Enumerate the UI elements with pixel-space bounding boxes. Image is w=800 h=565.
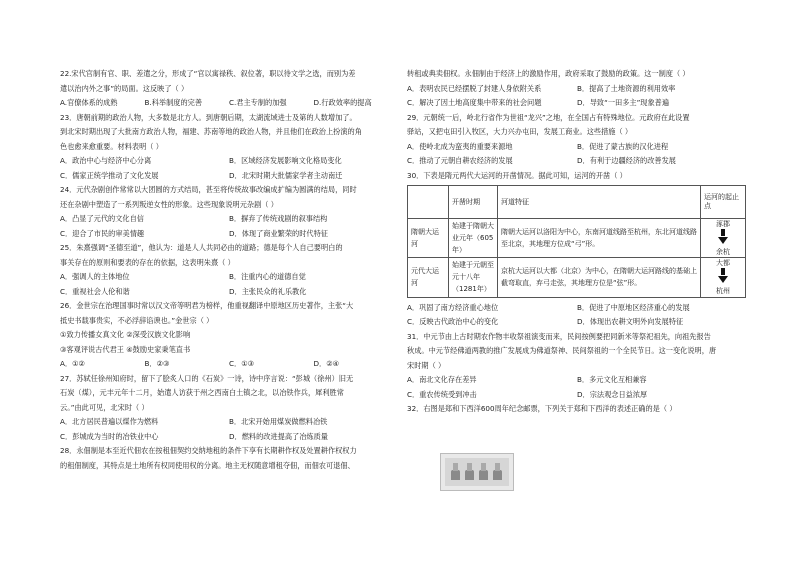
option-d[interactable]: D．②④ <box>313 359 340 368</box>
answer-options <box>407 373 747 388</box>
question-text: 27．苏轼任徐州知府时，留下了脍炙人口的《石炭》一诗，诗中序言说：“彭城（徐州）旧无 <box>60 373 354 383</box>
question-28 <box>60 444 398 473</box>
question-text: 25．朱熹强调“圣德至道”，他认为：道是人人共同必由的道路；德是每个人自己要明白的 <box>60 243 343 252</box>
option-d[interactable]: D.行政效率的提高 <box>313 98 372 107</box>
option-a[interactable]: A．使岭北成为蛮夷的重要来源地 <box>407 141 513 151</box>
question-text: 宋时期（ ） <box>407 360 446 370</box>
question-25 <box>60 241 398 299</box>
question-text: 还在杂剧中塑造了一系列叛逆女性的形象。这些现象说明元杂剧（ ） <box>60 199 278 209</box>
question-text: 29．元朝统一后，岭北行省作为世祖“龙兴”之地，在全国占有特殊地位。元政府在此设置 <box>407 112 690 122</box>
option-a[interactable]: A．巩固了南方经济重心地位 <box>407 302 499 312</box>
option-d[interactable]: D．导致“一田多主”现象普遍 <box>577 98 670 107</box>
option-b[interactable]: B．促进了蒙古族的汉化进程 <box>577 141 669 151</box>
answer-options <box>407 154 747 169</box>
option-b[interactable]: B.科举制度的完善 <box>144 98 203 107</box>
option-c[interactable]: C．重视社会人伦和谐 <box>60 286 130 296</box>
table-header <box>408 186 449 219</box>
answer-options <box>60 430 398 445</box>
option-c[interactable]: C．解决了因土地高度集中带来的社会问题 <box>407 98 542 107</box>
question-24 <box>60 183 398 241</box>
question-text: 22.宋代官制有官、职、差遣之分，形成了“官以寓禄秩、叙位著，职以待文学之选，而别为差 <box>60 69 356 78</box>
option-c[interactable]: C．儒家正统学推动了文化发展 <box>60 170 159 180</box>
table-header-row <box>408 186 746 219</box>
question-text: 32．右图是郑和下西洋600周年纪念邮票，下列关于郑和下西洋的表述正确的是（ ） <box>407 404 677 413</box>
option-a[interactable]: A．南北文化存在差异 <box>407 375 477 384</box>
answer-options <box>407 140 747 155</box>
option-a[interactable]: A．强调人的主体地位 <box>60 272 130 281</box>
answer-options <box>60 270 398 285</box>
table-header: 河道特征 <box>498 186 701 219</box>
answer-options <box>407 301 747 316</box>
question-text: 事关存在的原则和要表的存在的依据，这表明朱熹（ ） <box>60 257 235 267</box>
answer-options <box>60 169 398 184</box>
question-32 <box>407 402 747 417</box>
option-b[interactable]: B．②③ <box>144 359 170 368</box>
start-point: 涿郡 <box>716 220 730 228</box>
option-c[interactable]: C．①③ <box>229 359 255 368</box>
question-text: 驿站，又把屯田引入牧区，大力兴办屯田，发展工商业。这些措施（ ） <box>407 127 633 136</box>
table-row <box>408 258 746 297</box>
question-text: 石炭（煤），元丰元年十二月，始遣人访获于州之西南白土镇之北，以冶铁作兵，犀利胜常 <box>60 388 344 397</box>
answer-options <box>60 96 398 111</box>
left-column <box>60 67 398 473</box>
answer-options <box>407 96 747 111</box>
answer-options <box>407 315 747 330</box>
option-d[interactable]: D．体现出农耕文明外向发展特征 <box>577 317 684 326</box>
zheng-he-stamp-image <box>440 453 514 491</box>
option-c[interactable]: C．重农传统受到冲击 <box>407 389 477 399</box>
option-c[interactable]: C．反映古代政治中心的变化 <box>407 317 499 326</box>
option-a[interactable]: A．表明农民已经摆脱了封建人身依附关系 <box>407 83 542 93</box>
question-text: ③客观评说古代君王 ④鼓励史家秉笔直书 <box>60 344 191 354</box>
option-b[interactable]: B．区域经济发展影响文化格局变化 <box>229 156 342 165</box>
option-d[interactable]: D．主张民众的礼乐教化 <box>229 286 307 296</box>
answer-options <box>60 285 398 300</box>
canal-period: 始建于元朝至元十八年（1281年） <box>449 258 498 297</box>
question-text: 色也愈来愈重要。材料表明（ ） <box>60 141 163 151</box>
canal-table <box>407 185 746 298</box>
end-point: 杭州 <box>716 286 730 295</box>
answer-options <box>60 415 398 430</box>
canal-name: 隋朝大运河 <box>408 219 449 258</box>
option-b[interactable]: B．促进了中原地区经济重心的发展 <box>577 302 690 312</box>
question-text: 遣以治内外之事”的局面。这反映了（ ） <box>60 83 189 93</box>
answer-options <box>60 212 398 227</box>
canal-feature: 隋朝大运河以洛阳为中心，东南河道线路至杭州，东北河道线路至北京，其地理方位成“弓”形。 <box>498 219 701 258</box>
canal-period: 始建于隋朝大业元年（605年） <box>449 219 498 258</box>
question-text: 转租或典卖佃权。永佃制由于经济上的激励作用，政府采取了鼓励的政策。这一制度（ ） <box>407 69 690 78</box>
answer-options <box>407 388 747 403</box>
question-text: 28．永佃制是本至近代佃农在按租佃契约交纳地租的条件下享有长期耕作权及处置耕作权权力 <box>60 446 357 455</box>
table-header: 运河的起止点 <box>701 186 746 219</box>
option-b[interactable]: B．多元文化互相兼容 <box>577 375 647 384</box>
question-22 <box>60 67 398 111</box>
question-text: ①致力传播女真文化 ②深受汉族文化影响 <box>60 330 191 339</box>
option-c[interactable]: C．迎合了市民的审美情趣 <box>60 228 145 238</box>
option-d[interactable]: D．体现了商业繁荣的时代特征 <box>229 228 328 238</box>
option-c[interactable]: C.君主专制的加强 <box>229 98 287 107</box>
question-text: 30．下表是隋元两代大运河的开凿情况。据此可知，运河的开凿（ ） <box>407 170 627 180</box>
question-text: 云。”由此可见，北宋时（ ） <box>60 402 149 412</box>
answer-options <box>60 227 398 242</box>
question-text: 秋成。中元节经佛道两教的推广发展成为佛道祭神、民间祭祖的一个全民节日。这一变化说明，唐 <box>407 346 717 355</box>
question-26 <box>60 299 398 372</box>
option-a[interactable]: A．北方居民普遍以煤作为燃料 <box>60 417 159 426</box>
option-b[interactable]: B．北宋开始用煤炭做燃料冶铁 <box>229 417 328 426</box>
table-row <box>408 219 746 258</box>
question-text: 的租佃制度，其特点是土地所有权同使用权的分离。地主无权随意增租夺佃，而佃农可退佃、 <box>60 460 355 470</box>
question-text: 26．金世宗在治理国事时常以汉文帝等明君为榜样，他重视翻译中原地区历史著作，主张“大 <box>60 301 354 310</box>
option-c[interactable]: C．彭城成为当时的冶铁业中心 <box>60 431 159 441</box>
option-d[interactable]: D．有利于边疆经济的改善发展 <box>577 156 676 165</box>
answer-options <box>60 154 398 169</box>
right-column <box>407 67 747 417</box>
down-arrow-icon <box>704 268 742 287</box>
question-31 <box>407 330 747 403</box>
down-arrow-icon <box>704 229 742 248</box>
option-a[interactable]: A．①② <box>60 359 85 368</box>
question-29 <box>407 111 747 169</box>
question-text: 24．元代杂剧创作常常以大团圆的方式结局，甚至将传统故事改编成扩编为圆满的结局，同时 <box>60 185 357 194</box>
end-point: 余杭 <box>716 247 730 256</box>
option-c[interactable]: C．推动了元朝自耕农经济的发展 <box>407 156 513 165</box>
question-23 <box>60 111 398 184</box>
question-28-continued <box>407 67 747 111</box>
question-text: 到北宋时期出现了大批南方政治人物，福建、苏南等地的政治人物，并且他们在政治上扮演的角 <box>60 127 362 136</box>
question-text: 23．唐朝前期的政治人物，大多数是北方人。到唐朝后期，太湖流域进士及第的人数增加了。 <box>60 112 357 122</box>
table-header: 开凿时期 <box>449 186 498 219</box>
canal-feature: 京杭大运河以大都（北京）为中心，在隋朝大运河路线的基础上截弯取直，弃弓走弦，其地理方位是“弦”形。 <box>498 258 701 297</box>
option-d[interactable]: D．燃料的改进提高了冶炼质量 <box>229 431 328 441</box>
question-27 <box>60 372 398 445</box>
option-b[interactable]: B．摒弃了传统戏剧的叙事结构 <box>229 214 328 223</box>
option-a[interactable]: A．政治中心与经济中心分离 <box>60 156 152 165</box>
question-text: 31．中元节由上古时期农作物丰收祭祖演变而来，民间按例要把同新米等祭祀祖先，向祖先报告 <box>407 331 711 341</box>
question-text: 抵史书载事贵实，不必浮辞谄谀也。”金世宗（ ） <box>60 315 214 325</box>
option-d[interactable]: D．宗法观念日益浓厚 <box>577 389 648 399</box>
option-a[interactable]: A.官僚体系的成熟 <box>60 98 118 107</box>
canal-endpoints <box>701 219 746 258</box>
option-b[interactable]: B．注重内心的道德自觉 <box>229 272 306 281</box>
option-d[interactable]: D．北宋时期大批儒家学者主动南迁 <box>229 170 343 180</box>
question-30 <box>407 169 747 330</box>
answer-options <box>60 357 398 372</box>
canal-name: 元代大运河 <box>408 258 449 297</box>
answer-options <box>407 82 747 97</box>
start-point: 大都 <box>716 259 730 268</box>
canal-endpoints <box>701 258 746 297</box>
option-b[interactable]: B．提高了土地资源的利用效率 <box>577 83 676 93</box>
option-a[interactable]: A．凸显了元代的文化自信 <box>60 214 144 223</box>
